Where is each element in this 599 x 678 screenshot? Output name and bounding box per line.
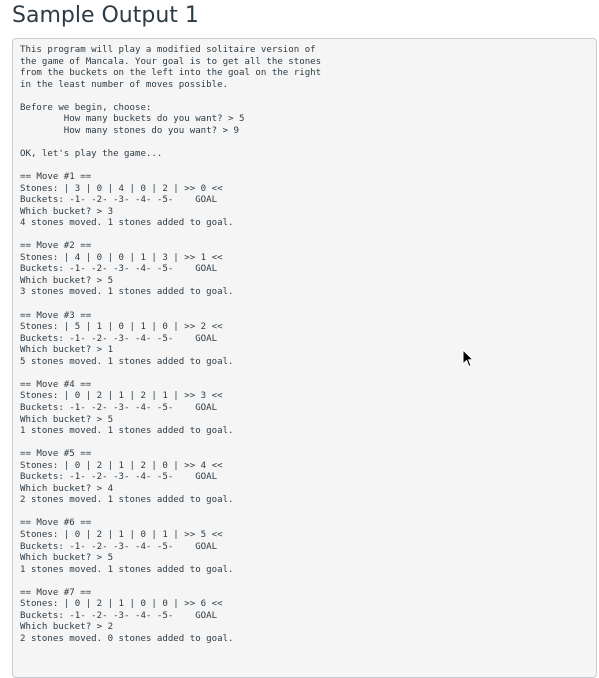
program-output-text: This program will play a modified solitaire version of the game of Mancala. Your goal is to get all the stones from the buckets on the left into the goal on the right in the least number of moves possible. Before we begin, choose: How many buckets do you want? > 5 How many stones do you want? > 9 OK, let's play the game... == Move #1 == Stones: | 3 | 0 | 4 | 0 | 2 | >> 0 << Buckets: -1- -2- -3- -4- -5- GOAL Which bucket? > 3 4 stones moved. 1 stones added to goal. == Move #2 == Stones: | 4 | 0 | 0 | 1 | 3 | >> 1 << Buckets: -1- -2- -3- -4- -5- GOAL Which bucket? > 5 3 stones moved. 1 stones added to goal. == Move #3 == Stones: | 5 | 1 | 0 | 1 | 0 | >> 2 << Buckets: -1- -2- -3- -4- -5- GOAL Which bucket? > 1 5 stones moved. 1 stones added to goal. == Move #4 == Stones: | 0 | 2 | 1 | 2 | 1 | >> 3 << Buckets: -1- -2- -3- -4- -5- GOAL Which bucket? > 5 1 stones moved. 1 stones added to goal. == Move #5 == Stones: | 0 | 2 | 1 | 2 | 0 | >> 4 << Buckets: -1- -2- -3- -4- -5- GOAL Which bucket? > 4 2 stones moved. 1 stones added to goal. == Move #6 == Stones: | 0 | 2 | 1 | 0 | 1 | >> 5 << Buckets: -1- -2- -3- -4- -5- GOAL Which bucket? > 5 1 stones moved. 1 stones added to goal. == Move #7 == Stones: | 0 | 2 | 1 | 0 | 0 | >> 6 << Buckets: -1- -2- -3- -4- -5- GOAL Which bucket? > 2 2 stones moved. 0 stones added to goal. [20,45,322,644]
mouse-pointer-icon [462,349,474,368]
sample-output-box [12,38,597,678]
page-title: Sample Output 1 [12,3,199,28]
